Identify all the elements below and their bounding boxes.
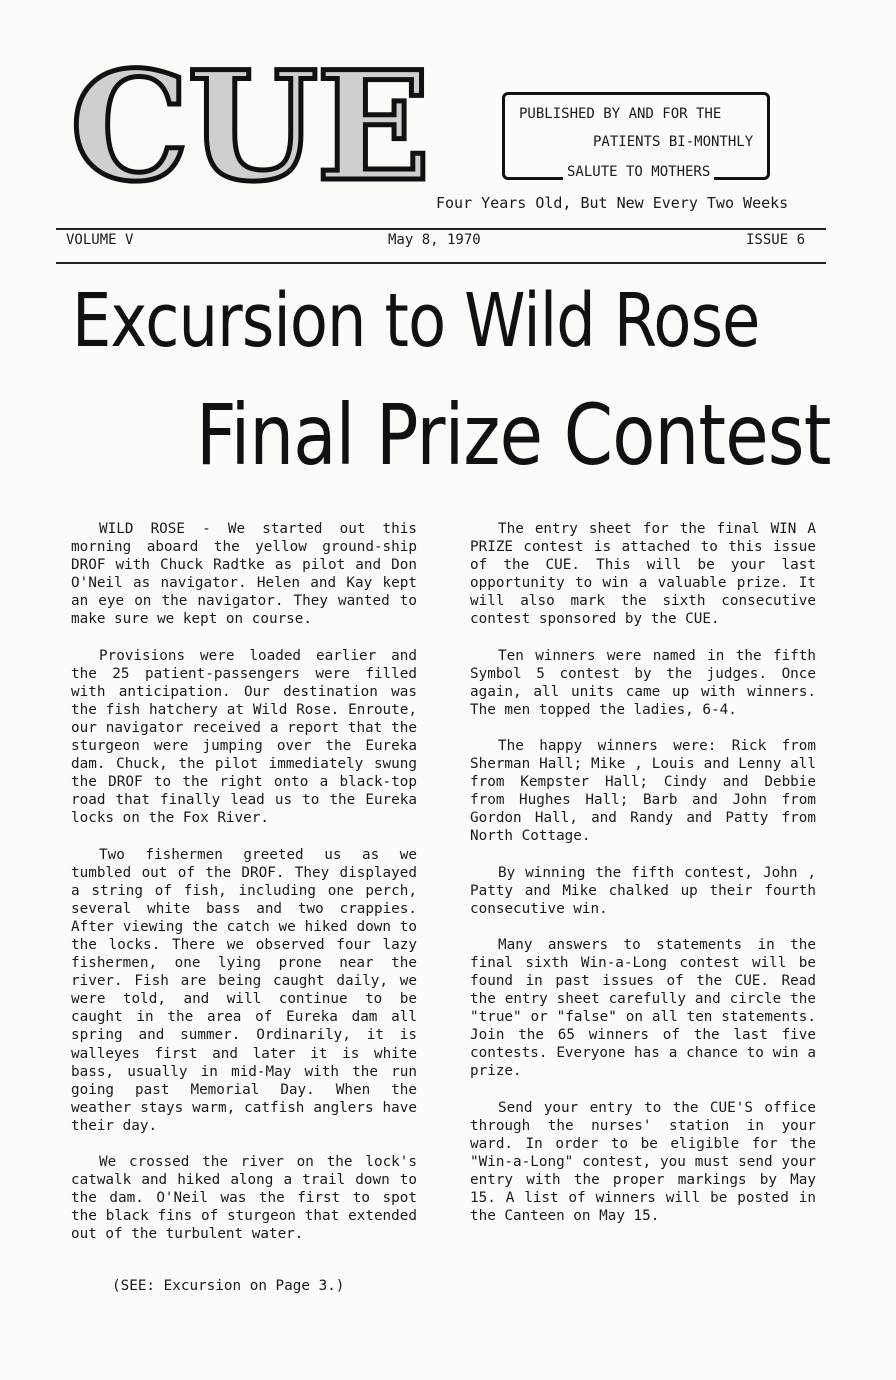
continuation-note: (SEE: Excursion on Page 3.) (112, 1278, 345, 1294)
headline-line-1: Excursion to Wild Rose (72, 278, 760, 364)
issue-number: ISSUE 6 (746, 232, 806, 248)
article-paragraph: Many answers to statements in the final sixth Win-a-Long contest will be found in past issues of the CUE. Read the entry sheet carefully and circle the "true" or "false" on all ten statements. Join the 65 winners of the last five contests. Everyone has a chance to win a prize. (470, 936, 816, 1080)
left-column-article (71, 520, 417, 1261)
publisher-box (502, 92, 770, 180)
publisher-line: PUBLISHED BY AND FOR THE (519, 106, 722, 122)
logo-letter: E (316, 39, 427, 215)
publisher-line: PATIENTS BI-MONTHLY (593, 134, 754, 150)
article-paragraph: Two fishermen greeted us as we tumbled out of the DROF. They displayed a string of fish, including one perch, several white bass and two crappies. After viewing the catch we hiked down to the locks. There we observed four lazy fishermen, one lying prone near the river. Fish are being caught daily, we were told, and will continue to be caught in the area of Eureka dam all spring and summer. Ordinarily, it is walleyes first and later it is white bass, usually in mid-May with the run going past Memorial Day. When the weather stays warm, catfish anglers have their day. (71, 846, 417, 1134)
logo-letter: U (187, 39, 315, 215)
top-rule (56, 228, 826, 230)
right-column-article (470, 520, 816, 1243)
issue-date: May 8, 1970 (388, 232, 481, 248)
headline-line-2: Final Prize Contest (196, 386, 831, 484)
article-paragraph: By winning the fifth contest, John , Patty and Mike chalked up their fourth consecutive win. (470, 864, 816, 917)
article-paragraph: Provisions were loaded earlier and the 25 patient-passengers were filled with anticipation. Our destination was the fish hatchery at Wild Rose. Enroute, our navigator received a report that the sturgeon were jumping over the Eureka dam. Chuck, the pilot immediately swung the DROF to the right onto a black-top road that finally lead us to the Eureka locks on the Fox River. (71, 647, 417, 827)
article-paragraph: Send your entry to the CUE'S office through the nurses' station in your ward. In order to be eligible for the "Win-a-Long" contest, you must send your entry with the proper markings by May 15. A list of winners will be posted in the Canteen on May 15. (470, 1099, 816, 1225)
bottom-rule (56, 262, 826, 264)
tagline: Four Years Old, But New Every Two Weeks (436, 194, 789, 212)
article-paragraph: We crossed the river on the lock's catwalk and hiked along a trail down to the dam. O'Neil was the first to spot the black fins of sturgeon that extended out of the turbulent water. (71, 1154, 417, 1243)
article-paragraph: The entry sheet for the final WIN A PRIZE contest is attached to this issue of the CUE. This will be your last opportunity to win a valuable prize. It will also mark the sixth consecutive contest sponsored by the CUE. (470, 521, 816, 628)
article-paragraph: Ten winners were named in the fifth Symbol 5 contest by the judges. Once again, all units came up with winners. The men topped the ladies, 6-4. (470, 647, 816, 718)
article-paragraph: The happy winners were: Rick from Sherman Hall; Mike , Louis and Lenny all from Kempster Hall; Cindy and Debbie from Hughes Hall; Barb and John from Gordon Hall, and Randy and Patty from North Cottage. (470, 737, 816, 845)
logo-letter: C (70, 39, 186, 215)
masthead-logo (70, 39, 430, 215)
article-paragraph: WILD ROSE - We started out this morning aboard the yellow ground-ship DROF with Chuck Radtke as pilot and Don O'Neil as navigator. Helen and Kay kept an eye on the navigator. They wanted to make sure we kept on course. (71, 521, 417, 628)
publisher-line: SALUTE TO MOTHERS (563, 161, 714, 183)
volume-label: VOLUME V (66, 232, 134, 248)
